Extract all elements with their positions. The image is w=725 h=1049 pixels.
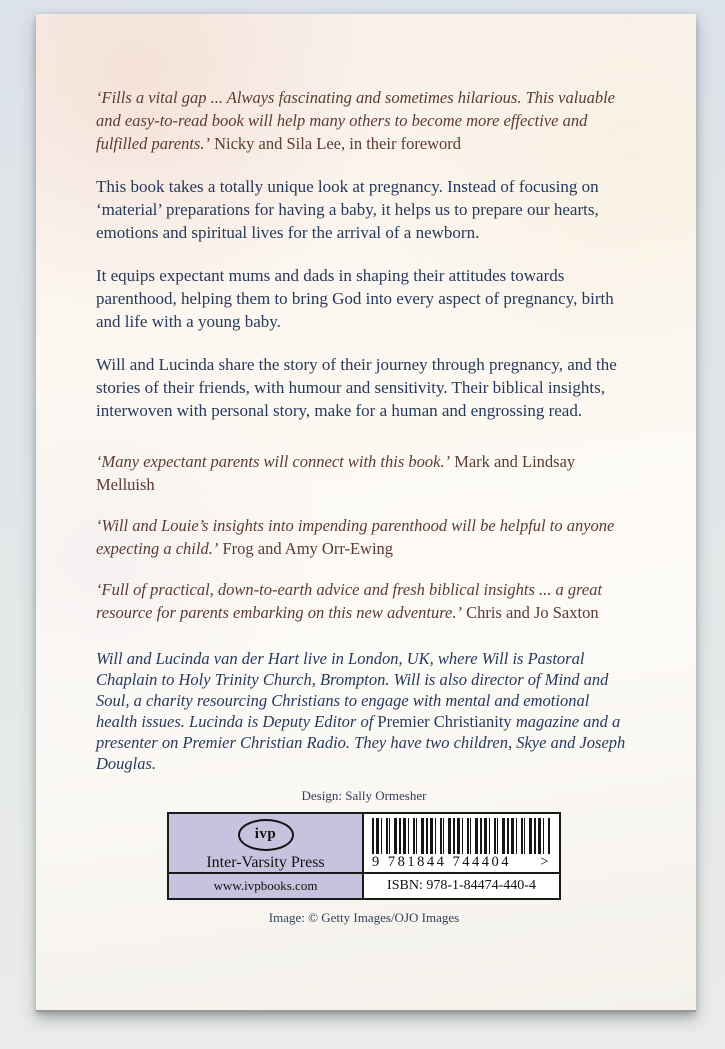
barcode-cell — [364, 814, 559, 874]
image-credit: Image: © Getty Images/OJO Images — [268, 910, 460, 925]
foreword-quote-text: ‘Fills a vital gap ... Always fascinating and sometimes hilarious. This valuable and easy-to-read book will help many others to become more effective and fulfilled parents.’ — [96, 88, 615, 153]
blurb-paragraph-2: It equips expectant mums and dads in shaping their attitudes towards parenthood, helping them to bring God into every aspect of pregnancy, birth and life with a young baby. — [96, 266, 614, 331]
foreword-quote-attribution: Nicky and Sila Lee, in their foreword — [209, 134, 462, 153]
publisher-name: Inter-Varsity Press — [206, 853, 325, 871]
isbn-label: ISBN: 978-1-84474-440-4 — [364, 874, 559, 898]
author-bio — [96, 648, 632, 774]
foreword-quote — [96, 86, 632, 155]
endorsement-quote-1-text: ‘Many expectant parents will connect with this book.’ — [96, 452, 451, 471]
endorsement-quote-2-text: ‘Will and Louie’s insights into impending parenthood will be helpful to anyone expecting a child.’ — [96, 516, 615, 558]
publisher-website: www.ivpbooks.com — [169, 874, 364, 898]
endorsement-quote-3-text: ‘Full of practical, down-to-earth advice and fresh biblical insights ... a great resource for parents embarking on this new adventure.’ — [96, 580, 603, 622]
endorsement-quote-1 — [96, 450, 632, 496]
barcode-number: 9 781844 744404 — [372, 853, 511, 870]
ivp-logo: ivp — [238, 819, 294, 851]
endorsement-quote-2 — [96, 514, 632, 560]
blurb-paragraph-1: This book takes a totally unique look at pregnancy. Instead of focusing on ‘material’ preparations for having a baby, it helps us to prepare our hearts, emotions and spiritual lives for the arrival of a newborn. — [96, 177, 599, 242]
endorsement-quote-3 — [96, 578, 632, 624]
design-credit: Design: Sally Ormesher — [301, 788, 427, 803]
publisher-box — [167, 812, 561, 900]
endorsement-quote-1-attribution: Mark and Lindsay Melluish — [96, 452, 576, 494]
author-bio-text-end: magazine and a presenter on Premier Christian Radio. They have two children, Skye and Joseph Douglas. — [96, 712, 626, 773]
book-back-cover — [36, 14, 696, 1012]
barcode-digits — [372, 855, 551, 870]
author-bio-text-start: Will and Lucinda van der Hart live in London, UK, where Will is Pastoral Chaplain to Holy Trinity Church, Brompton. Will is also director of Mind and Soul, a charity resourcing Christians to engage with mental and emotional health issues. Lucinda is Deputy Editor of — [96, 649, 609, 731]
barcode-icon — [372, 818, 551, 854]
publisher-cell — [169, 814, 364, 874]
barcode-arrow: > — [540, 853, 551, 870]
blurb-paragraph-3: Will and Lucinda share the story of their journey through pregnancy, and the stories of their friends, with humour and sensitivity. Their biblical insights, interwoven with personal story, make for a human and engrossing read. — [96, 355, 617, 420]
endorsement-quote-3-attribution: Chris and Jo Saxton — [462, 603, 599, 622]
author-bio-magazine-title: Premier Christianity — [377, 712, 512, 731]
endorsement-quote-2-attribution: Frog and Amy Orr-Ewing — [218, 539, 394, 558]
endorsements-section — [96, 450, 632, 624]
